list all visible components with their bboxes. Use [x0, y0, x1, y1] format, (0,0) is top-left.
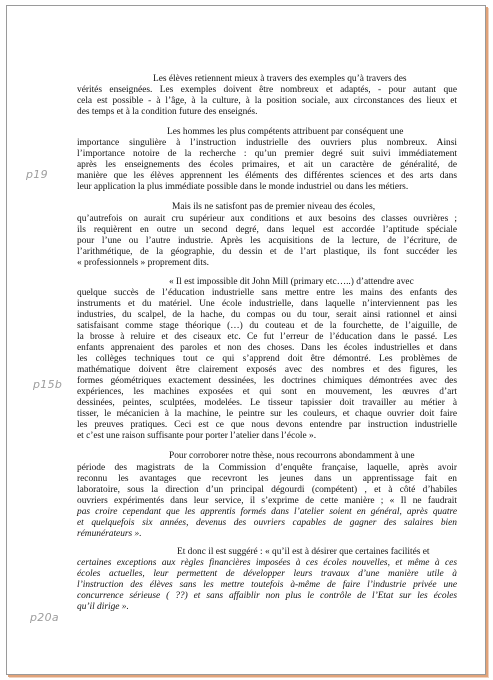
text-line: ouvriers expérimentés dans leur service, il s’exprime de cette manière ; « Il ne faudrait	[77, 495, 457, 506]
text-line: Mais ils ne satisfont pas de premier niveau des écoles,	[172, 202, 376, 213]
text-line: qu’il dirige ».	[77, 602, 129, 613]
text-line: ils requièrent en outre un second degré, dans lequel est accordée l’aptitude spéciale	[77, 224, 457, 235]
text-line: expériences, les machines exposées et qui sont en mouvement, les œuvres d’art	[77, 387, 457, 398]
paragraph-5	[77, 451, 457, 539]
text-line: les preuves pratiques. Ceci est ce que nous devons entendre par instruction industrielle	[77, 420, 457, 431]
text-line: importance singulière à l’instruction industrielle des ouvriers plus nombreux. Ainsi	[77, 138, 457, 149]
text-line: dessinées, peintes, sculptées, modelées. Le tisseur tapissier doit travailler au métier à	[77, 398, 457, 409]
margin-note-p20a: p20a	[30, 611, 59, 624]
text-line: rémunérateurs ».	[77, 528, 142, 539]
text-line: des temps et à la condition future des enseignés.	[77, 107, 258, 118]
text-line: qu’autrefois on aurait cru supérieur aux conditions et aux besoins des classes ouvrières ;	[77, 213, 457, 224]
text-line: Pour corroborer notre thèse, nous recourrons abondamment à une	[169, 451, 415, 462]
paragraph-6	[77, 547, 457, 613]
text-line: écoles actuelles, leur permettent de développer leurs travaux d’une manière utile à	[77, 568, 457, 579]
text-line: Les élèves retiennent mieux à travers des exemples qu’à travers des	[153, 74, 407, 84]
text-line: enfants apprenaient des paroles et non des choses. Dans les écoles industrielles et dans	[77, 343, 457, 354]
document-page	[6, 5, 486, 675]
text-line: industries, du scalpel, de la hache, du compas ou du tour, serait ainsi rationnel et ainsi	[77, 309, 457, 320]
text-line: période des magistrats de la Commission d’enquête française, laquelle, après avoir	[77, 462, 457, 473]
text-line: tisser, le mécanicien à la machine, le peintre sur les couleurs, et chaque ouvrier doit faire	[77, 409, 457, 420]
text-line: les collèges techniques tout ce qui s’apprend doit être démontré. Les problèmes de	[77, 354, 457, 365]
text-line: quelque succès de l’éducation industrielle sans mettre entre les mains des enfants des	[77, 287, 457, 298]
text-line: Et donc il est suggéré : « qu’il est à désirer que certaines facilités et	[177, 546, 430, 557]
text-line: « Il est impossible dit John Mill (primary etc…..) d’attendre avec	[169, 276, 414, 287]
text-line: l’arithmétique, de la géographie, du dessin et de l’art plastique, ils font succéder les	[77, 246, 457, 257]
text-line: l’instruction des élèves sans les mettre toutefois à-même de faire l’industrie privée une	[77, 579, 457, 590]
text-line: satisfaisant comme stage théorique (…) du couteau et de la fourchette, de l’aiguille, de	[77, 320, 457, 331]
text-line: pour l’une ou l’autre industrie. Après les acquisitions de la lecture, de l’écriture, de	[77, 235, 457, 246]
text-line: la brosse à reluire et des ciseaux etc. Ce fut l’erreur de l’éducation dans le passé. Les	[77, 331, 457, 342]
text-line: « professionnels » proprement dits.	[77, 257, 210, 268]
text-line: instruments et du matériel. Une école industrielle, dans laquelle n’interviennent pas les	[77, 298, 457, 309]
text-line: et quelquefois six années, devenus des ouvriers capables de gagner des salaires bien	[77, 517, 457, 528]
text-line: formes géométriques exactement dessinées, les doctrines chimiques démontrées avec des	[77, 376, 457, 387]
text-line: mathématique doivent être clairement exposés avec des nombres et des figures, les	[77, 365, 457, 376]
text-line: et c’est une raison suffisante pour porter l’atelier dans l’école ».	[77, 431, 317, 442]
text-line: certaines exceptions aux règles financières imposées à ces écoles nouvelles, et même à ces	[77, 557, 457, 568]
paragraph-3	[77, 202, 457, 268]
text-line: reconnu les avantages que recevront les jeunes dans un apprentissage fait en	[77, 473, 457, 484]
text-line: l’importance notoire de la recherche : qu’un premier degré suit suivi immédiatement	[77, 149, 457, 160]
paragraph-2	[77, 127, 457, 193]
paragraph-1	[77, 74, 457, 118]
text-line: vérités enseignées. Les exemples doivent être nombreux et adaptés, - pour autant que	[77, 85, 457, 96]
text-line: manière que les élèves apprennent les éléments des différentes sciences et des arts dans	[77, 171, 457, 182]
margin-note-p19: p19	[26, 168, 48, 181]
paragraph-4	[77, 277, 457, 443]
text-line: leur application la plus immédiate possible dans le monde industriel ou dans les métiers.	[77, 182, 409, 193]
text-line: après les enseignements des écoles primaires, et ait un caractère de généralité, de	[77, 160, 457, 171]
text-line: pas croire cependant que les apprentis formés dans l’atelier soient en général, après quatre	[77, 506, 457, 517]
text-line: laboratoire, sous la direction d’un principal dégourdi (compétent) , et à côté d’habiles	[77, 484, 457, 495]
text-line: concurrence sérieuse ( ??) et sans affaiblir non plus le contrôle de l’Etat sur les écoles	[77, 591, 457, 602]
text-line: Les hommes les plus compétents attribuent par conséquent une	[167, 127, 404, 138]
text-line: cela est possible - à l’âge, à la culture, à la position sociale, aux circonstances des lieux et	[77, 96, 457, 107]
document-body	[77, 74, 457, 613]
margin-note-p15b: p15b	[33, 378, 63, 391]
